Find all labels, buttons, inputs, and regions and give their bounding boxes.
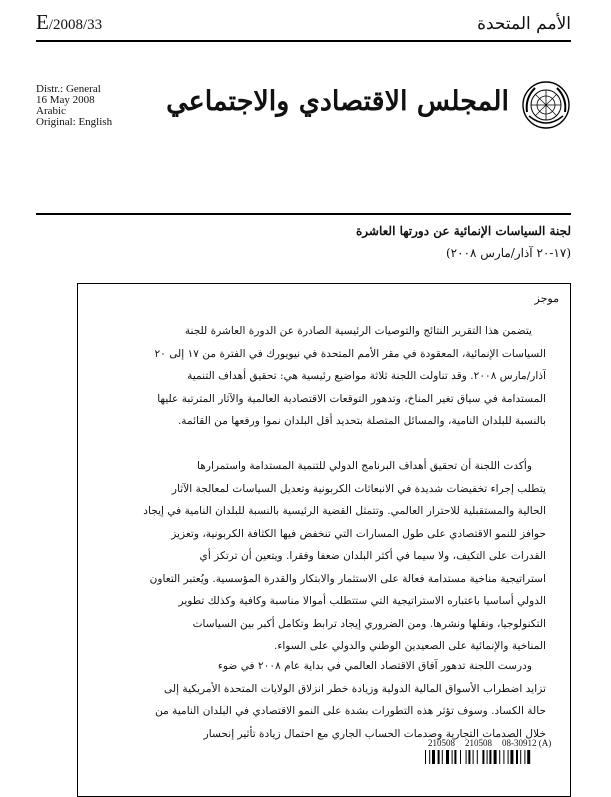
paragraph-line: آذار/مارس ٢٠٠٨. وقد تناولت اللجنة ثلاثة مواضيع رئيسية هي: تحقيق أهداف التنمية [187,370,546,382]
council-title: المجلس الاقتصادي والاجتماعي [166,86,509,117]
paragraph-line: التكنولوجيا، ونقلها ونشرها. ومن الضروري إيجاد ترابط وتكامل أكبر بين السياسات [192,617,546,630]
paragraph-line: حوافز للنمو الاقتصادي على طول المسارات التي تنخفض فيها الكثافة الكربونية، وتعزيز [171,527,546,540]
paragraph-line: وأكدت اللجنة أن تحقيق أهداف البرنامج الدولي للتنمية المستدامة واستمرارها [197,460,532,472]
committee-title: لجنة السياسات الإنمائية عن دورتها العاشرة [356,224,571,238]
summary-label: موجز [534,292,559,305]
issue-date: 16 May 2008 [36,94,95,106]
summary-paragraph-3 [106,655,546,745]
original-language: Original: English [36,116,113,128]
footer-code-1: 210508 [428,738,455,748]
paragraph-line: الحالية والمستقبلية للاحترار العالمي. وتتمثل القضية الرئيسية بالنسبة للبلدان النامية في إيجاد [143,505,546,517]
un-emblem-icon [521,80,571,130]
header-rule-top [36,40,571,42]
summary-paragraph-2 [106,455,546,658]
paragraph-line: خلال الصدمات التجارية وصدمات الحساب الجاري مع احتمال زيادة تأثير إنحسار [203,727,546,740]
paragraph-line: الدولي أساسيا باعتباره الاستراتيجية التي ستتطلب أموالا مناسبة وكافية وكذلك تطوير [178,595,546,607]
paragraph-line: يتطلب إجراء تخفيضات شديدة في الانبعاثات الكربونية وتعديل السياسات لمعالجة الآثار [171,482,546,495]
job-number: 08-30912 (A) [502,738,552,748]
paragraph-line: المناخية والإنمائية على الصعيدين الوطني والدولي على السواء. [273,640,546,652]
symbol-letter: E [36,10,49,34]
session-dates: (١٧-٢٠ آذار/مارس ٢٠٠٨) [445,246,571,260]
paragraph-line: السياسات الإنمائية، المعقودة في مقر الأمم المتحدة في نيويورك في الفترة من ١٧ إلى ٢٠ [154,347,546,360]
summary-paragraph-1 [106,320,546,433]
paragraph-line: استراتيجية مناخية مستدامة فعالة على الاستثمار والابتكار والقدرة المؤسسية. ويُعتبر التعاون [149,572,546,585]
barcode-icon [425,750,570,764]
paragraph-line: القدرات على التكيف، ولا سيما في أكثر البلدان ضعفا وفقرا. ويتعين أن ترتكز أي [199,550,546,562]
paragraph-line: يتضمن هذا التقرير النتائج والتوصيات الرئيسية الصادرة عن الدورة العاشرة للجنة [184,325,532,337]
paragraph-line: حالة الكساد. وسوف تؤثر هذه التطورات بشدة على النمو الاقتصادي في البلدان النامية من [155,705,546,717]
header-rule-bottom [36,213,571,215]
distribution-block [36,84,112,128]
document-language: Arabic [36,105,66,117]
footer-code-2: 210508 [465,738,492,748]
footer-codes [428,738,561,748]
paragraph-line: تزايد اضطراب الأسواق المالية الدولية وزيادة خطر انزلاق الولايات المتحدة الأمريكية إلى [164,682,546,695]
paragraph-line: ودرست اللجنة تدهور آفاق الاقتصاد العالمي في بداية عام ٢٠٠٨ في ضوء [217,660,532,672]
document-symbol [36,10,102,35]
symbol-number: /2008/33 [48,17,103,33]
paragraph-line: المستدامة في سياق تغير المناخ، وتدهور التوقعات الاقتصادية العالمية والآثار المترتبة عليها [157,392,546,405]
paragraph-line: بالنسبة للبلدان النامية، والمسائل المتصلة بتحديد أقل البلدان نموا ورفعها من القائمة. [177,415,546,427]
united-nations-heading: الأمم المتحدة [477,14,571,34]
distribution-text: Distr.: General [36,83,101,95]
